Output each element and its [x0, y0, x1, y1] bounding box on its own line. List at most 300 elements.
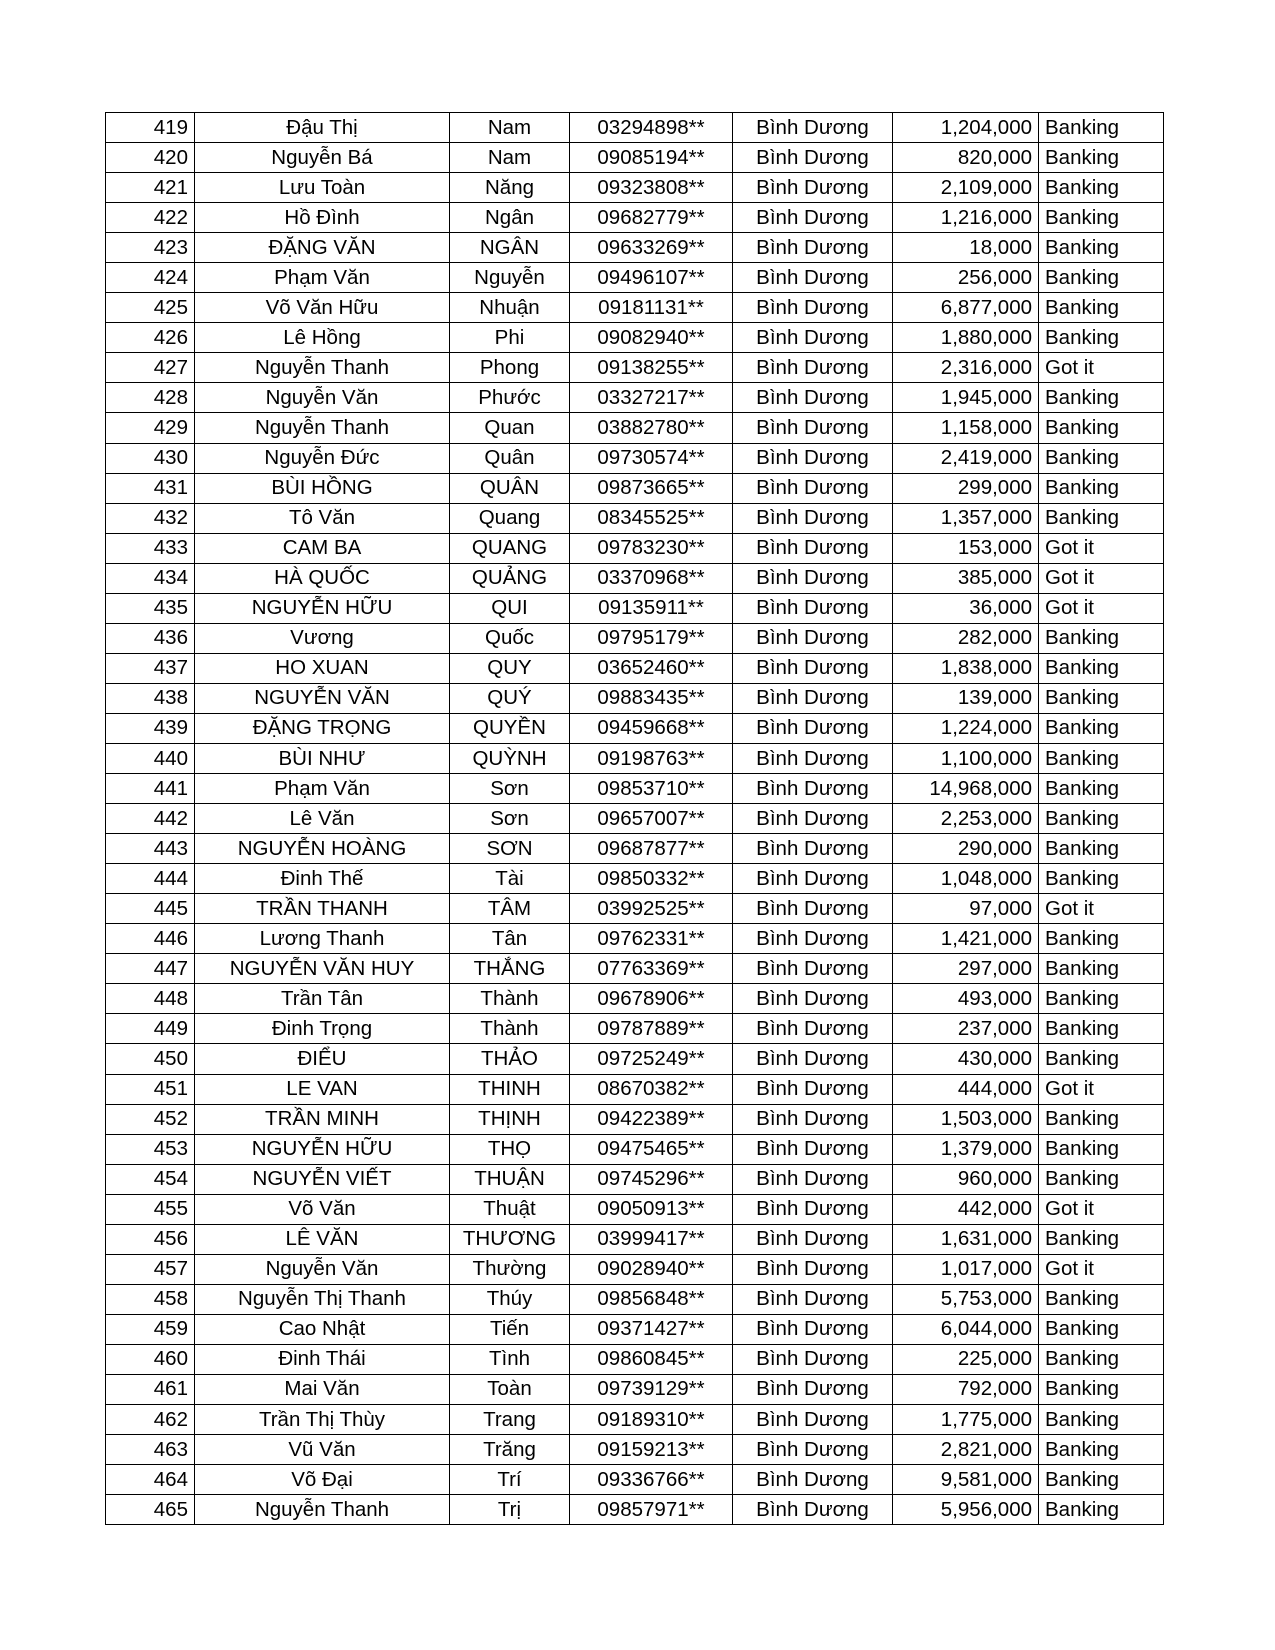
surname-cell: BÙI NHƯ [195, 743, 450, 773]
surname-cell: HÀ QUỐC [195, 563, 450, 593]
given-name-cell: QUỲNH [450, 743, 570, 773]
row-number: 444 [106, 864, 195, 894]
province-cell: Bình Dương [733, 954, 893, 984]
given-name-cell: QUÝ [450, 683, 570, 713]
table-row [106, 533, 1164, 563]
given-name-cell: Nhuận [450, 293, 570, 323]
phone-cell: 03370968** [570, 563, 733, 593]
payment-method-cell: Banking [1039, 413, 1164, 443]
phone-cell: 09687877** [570, 834, 733, 864]
province-cell: Bình Dương [733, 203, 893, 233]
payment-method-cell: Banking [1039, 1405, 1164, 1435]
payment-method-cell: Banking [1039, 1014, 1164, 1044]
given-name-cell: THẢO [450, 1044, 570, 1074]
phone-cell: 09459668** [570, 713, 733, 743]
surname-cell: NGUYỄN HỮU [195, 1134, 450, 1164]
province-cell: Bình Dương [733, 563, 893, 593]
surname-cell: ĐẶNG TRỌNG [195, 713, 450, 743]
payment-method-cell: Banking [1039, 443, 1164, 473]
table-row [106, 233, 1164, 263]
table-row [106, 1314, 1164, 1344]
province-cell: Bình Dương [733, 413, 893, 443]
given-name-cell: QUANG [450, 533, 570, 563]
table-row [106, 1014, 1164, 1044]
row-number: 423 [106, 233, 195, 263]
row-number: 448 [106, 984, 195, 1014]
phone-cell: 03992525** [570, 894, 733, 924]
province-cell: Bình Dương [733, 1344, 893, 1374]
given-name-cell: QUẢNG [450, 563, 570, 593]
table-row [106, 1374, 1164, 1404]
amount-cell: 18,000 [893, 233, 1039, 263]
table-row [106, 1435, 1164, 1465]
surname-cell: Lê Hồng [195, 323, 450, 353]
phone-cell: 07763369** [570, 954, 733, 984]
province-cell: Bình Dương [733, 533, 893, 563]
given-name-cell: Tình [450, 1344, 570, 1374]
payment-method-cell: Banking [1039, 293, 1164, 323]
surname-cell: Đậu Thị [195, 113, 450, 143]
amount-cell: 256,000 [893, 263, 1039, 293]
table-row [106, 1044, 1164, 1074]
amount-cell: 5,753,000 [893, 1284, 1039, 1314]
table-row [106, 113, 1164, 143]
payment-method-cell: Got it [1039, 593, 1164, 623]
table-row [106, 1074, 1164, 1104]
phone-cell: 09678906** [570, 984, 733, 1014]
amount-cell: 1,880,000 [893, 323, 1039, 353]
phone-cell: 03652460** [570, 653, 733, 683]
amount-cell: 385,000 [893, 563, 1039, 593]
row-number: 459 [106, 1314, 195, 1344]
given-name-cell: THỌ [450, 1134, 570, 1164]
surname-cell: Nguyễn Thanh [195, 353, 450, 383]
surname-cell: Đinh Thái [195, 1344, 450, 1374]
surname-cell: Lương Thanh [195, 924, 450, 954]
amount-cell: 1,216,000 [893, 203, 1039, 233]
amount-cell: 6,044,000 [893, 1314, 1039, 1344]
amount-cell: 290,000 [893, 834, 1039, 864]
row-number: 419 [106, 113, 195, 143]
payment-method-cell: Banking [1039, 173, 1164, 203]
payment-method-cell: Got it [1039, 1194, 1164, 1224]
given-name-cell: Tài [450, 864, 570, 894]
province-cell: Bình Dương [733, 1134, 893, 1164]
amount-cell: 1,631,000 [893, 1224, 1039, 1254]
payment-method-cell: Banking [1039, 653, 1164, 683]
row-number: 426 [106, 323, 195, 353]
surname-cell: Vương [195, 623, 450, 653]
row-number: 450 [106, 1044, 195, 1074]
amount-cell: 1,357,000 [893, 503, 1039, 533]
row-number: 440 [106, 743, 195, 773]
payment-method-cell: Banking [1039, 473, 1164, 503]
payment-method-cell: Got it [1039, 563, 1164, 593]
given-name-cell: Thành [450, 984, 570, 1014]
row-number: 436 [106, 623, 195, 653]
given-name-cell: Quân [450, 443, 570, 473]
payment-method-cell: Banking [1039, 1284, 1164, 1314]
amount-cell: 430,000 [893, 1044, 1039, 1074]
row-number: 421 [106, 173, 195, 203]
table-row [106, 743, 1164, 773]
payment-method-cell: Banking [1039, 143, 1164, 173]
given-name-cell: THẮNG [450, 954, 570, 984]
given-name-cell: Tân [450, 924, 570, 954]
province-cell: Bình Dương [733, 1074, 893, 1104]
province-cell: Bình Dương [733, 503, 893, 533]
row-number: 438 [106, 683, 195, 713]
row-number: 452 [106, 1104, 195, 1134]
surname-cell: TRẦN THANH [195, 894, 450, 924]
row-number: 442 [106, 804, 195, 834]
province-cell: Bình Dương [733, 443, 893, 473]
payment-method-cell: Banking [1039, 1164, 1164, 1194]
amount-cell: 1,158,000 [893, 413, 1039, 443]
given-name-cell: Nam [450, 113, 570, 143]
phone-cell: 09336766** [570, 1465, 733, 1495]
surname-cell: Lưu Toàn [195, 173, 450, 203]
given-name-cell: Toàn [450, 1374, 570, 1404]
payment-method-cell: Banking [1039, 383, 1164, 413]
given-name-cell: TÂM [450, 894, 570, 924]
province-cell: Bình Dương [733, 113, 893, 143]
amount-cell: 820,000 [893, 143, 1039, 173]
province-cell: Bình Dương [733, 1284, 893, 1314]
province-cell: Bình Dương [733, 383, 893, 413]
phone-cell: 03294898** [570, 113, 733, 143]
row-number: 464 [106, 1465, 195, 1495]
amount-cell: 792,000 [893, 1374, 1039, 1404]
province-cell: Bình Dương [733, 1164, 893, 1194]
phone-cell: 09856848** [570, 1284, 733, 1314]
payment-method-cell: Banking [1039, 743, 1164, 773]
province-cell: Bình Dương [733, 173, 893, 203]
surname-cell: NGUYỄN VĂN HUY [195, 954, 450, 984]
payment-method-cell: Banking [1039, 984, 1164, 1014]
phone-cell: 09860845** [570, 1344, 733, 1374]
payment-method-cell: Got it [1039, 533, 1164, 563]
table-row [106, 143, 1164, 173]
surname-cell: Nguyễn Thanh [195, 413, 450, 443]
table-row [106, 293, 1164, 323]
row-number: 429 [106, 413, 195, 443]
table-row [106, 383, 1164, 413]
table-row [106, 864, 1164, 894]
table-row [106, 1254, 1164, 1284]
payment-method-cell: Banking [1039, 503, 1164, 533]
given-name-cell: THUẬN [450, 1164, 570, 1194]
amount-cell: 1,204,000 [893, 113, 1039, 143]
payment-method-cell: Banking [1039, 1134, 1164, 1164]
phone-cell: 03999417** [570, 1224, 733, 1254]
province-cell: Bình Dương [733, 293, 893, 323]
payment-method-cell: Banking [1039, 954, 1164, 984]
amount-cell: 442,000 [893, 1194, 1039, 1224]
table-row [106, 1284, 1164, 1314]
province-cell: Bình Dương [733, 263, 893, 293]
surname-cell: Nguyễn Văn [195, 1254, 450, 1284]
province-cell: Bình Dương [733, 1495, 893, 1525]
surname-cell: Nguyễn Văn [195, 383, 450, 413]
province-cell: Bình Dương [733, 894, 893, 924]
phone-cell: 09730574** [570, 443, 733, 473]
surname-cell: Võ Văn Hữu [195, 293, 450, 323]
phone-cell: 08670382** [570, 1074, 733, 1104]
table-row [106, 1405, 1164, 1435]
table-row [106, 473, 1164, 503]
phone-cell: 09082940** [570, 323, 733, 353]
surname-cell: Trần Thị Thùy [195, 1405, 450, 1435]
table-row [106, 1194, 1164, 1224]
table-row [106, 413, 1164, 443]
amount-cell: 153,000 [893, 533, 1039, 563]
phone-cell: 09189310** [570, 1405, 733, 1435]
phone-cell: 09745296** [570, 1164, 733, 1194]
amount-cell: 237,000 [893, 1014, 1039, 1044]
given-name-cell: Sơn [450, 774, 570, 804]
table-row [106, 1465, 1164, 1495]
table-row [106, 503, 1164, 533]
surname-cell: NGUYỄN VĂN [195, 683, 450, 713]
phone-cell: 09323808** [570, 173, 733, 203]
province-cell: Bình Dương [733, 653, 893, 683]
province-cell: Bình Dương [733, 1044, 893, 1074]
payment-method-cell: Banking [1039, 683, 1164, 713]
table-row [106, 774, 1164, 804]
given-name-cell: THINH [450, 1074, 570, 1104]
payment-method-cell: Got it [1039, 1074, 1164, 1104]
province-cell: Bình Dương [733, 683, 893, 713]
phone-cell: 09783230** [570, 533, 733, 563]
surname-cell: NGUYỄN HOÀNG [195, 834, 450, 864]
province-cell: Bình Dương [733, 1465, 893, 1495]
province-cell: Bình Dương [733, 984, 893, 1014]
table-row [106, 203, 1164, 233]
surname-cell: NGUYỄN VIẾT [195, 1164, 450, 1194]
payment-method-cell: Banking [1039, 1104, 1164, 1134]
surname-cell: LE VAN [195, 1074, 450, 1104]
table-row [106, 1104, 1164, 1134]
surname-cell: Võ Đại [195, 1465, 450, 1495]
province-cell: Bình Dương [733, 804, 893, 834]
amount-cell: 97,000 [893, 894, 1039, 924]
phone-cell: 09371427** [570, 1314, 733, 1344]
province-cell: Bình Dương [733, 774, 893, 804]
amount-cell: 139,000 [893, 683, 1039, 713]
surname-cell: Trần Tân [195, 984, 450, 1014]
table-row [106, 894, 1164, 924]
province-cell: Bình Dương [733, 143, 893, 173]
province-cell: Bình Dương [733, 353, 893, 383]
given-name-cell: Trí [450, 1465, 570, 1495]
surname-cell: Nguyễn Thị Thanh [195, 1284, 450, 1314]
row-number: 462 [106, 1405, 195, 1435]
given-name-cell: Trị [450, 1495, 570, 1525]
given-name-cell: QUYỀN [450, 713, 570, 743]
phone-cell: 09475465** [570, 1134, 733, 1164]
given-name-cell: Nam [450, 143, 570, 173]
amount-cell: 6,877,000 [893, 293, 1039, 323]
phone-cell: 09883435** [570, 683, 733, 713]
phone-cell: 08345525** [570, 503, 733, 533]
row-number: 460 [106, 1344, 195, 1374]
surname-cell: Hồ Đình [195, 203, 450, 233]
row-number: 461 [106, 1374, 195, 1404]
phone-cell: 09787889** [570, 1014, 733, 1044]
table-row [106, 353, 1164, 383]
province-cell: Bình Dương [733, 1104, 893, 1134]
phone-cell: 09739129** [570, 1374, 733, 1404]
row-number: 437 [106, 653, 195, 683]
given-name-cell: Phong [450, 353, 570, 383]
surname-cell: Phạm Văn [195, 263, 450, 293]
table-row [106, 1134, 1164, 1164]
phone-cell: 09657007** [570, 804, 733, 834]
row-number: 425 [106, 293, 195, 323]
phone-cell: 09496107** [570, 263, 733, 293]
given-name-cell: Tiến [450, 1314, 570, 1344]
phone-cell: 09422389** [570, 1104, 733, 1134]
surname-cell: Tô Văn [195, 503, 450, 533]
province-cell: Bình Dương [733, 323, 893, 353]
province-cell: Bình Dương [733, 1374, 893, 1404]
phone-cell: 09873665** [570, 473, 733, 503]
province-cell: Bình Dương [733, 1014, 893, 1044]
row-number: 465 [106, 1495, 195, 1525]
row-number: 435 [106, 593, 195, 623]
surname-cell: Vũ Văn [195, 1435, 450, 1465]
phone-cell: 09725249** [570, 1044, 733, 1074]
province-cell: Bình Dương [733, 233, 893, 263]
table-row [106, 683, 1164, 713]
amount-cell: 1,503,000 [893, 1104, 1039, 1134]
payment-method-cell: Banking [1039, 1344, 1164, 1374]
payment-table-body [106, 113, 1164, 1525]
given-name-cell: Trang [450, 1405, 570, 1435]
row-number: 424 [106, 263, 195, 293]
province-cell: Bình Dương [733, 1405, 893, 1435]
amount-cell: 2,821,000 [893, 1435, 1039, 1465]
table-row [106, 653, 1164, 683]
given-name-cell: Phước [450, 383, 570, 413]
province-cell: Bình Dương [733, 473, 893, 503]
amount-cell: 1,945,000 [893, 383, 1039, 413]
phone-cell: 09159213** [570, 1435, 733, 1465]
given-name-cell: QUÂN [450, 473, 570, 503]
given-name-cell: Thúy [450, 1284, 570, 1314]
surname-cell: CAM BA [195, 533, 450, 563]
given-name-cell: Trăng [450, 1435, 570, 1465]
surname-cell: Nguyễn Đức [195, 443, 450, 473]
row-number: 454 [106, 1164, 195, 1194]
row-number: 445 [106, 894, 195, 924]
surname-cell: LÊ VĂN [195, 1224, 450, 1254]
payment-method-cell: Got it [1039, 894, 1164, 924]
surname-cell: NGUYỄN HỮU [195, 593, 450, 623]
table-row [106, 263, 1164, 293]
row-number: 434 [106, 563, 195, 593]
amount-cell: 5,956,000 [893, 1495, 1039, 1525]
surname-cell: Võ Văn [195, 1194, 450, 1224]
row-number: 439 [106, 713, 195, 743]
given-name-cell: QUI [450, 593, 570, 623]
given-name-cell: SƠN [450, 834, 570, 864]
amount-cell: 299,000 [893, 473, 1039, 503]
surname-cell: TRẦN MINH [195, 1104, 450, 1134]
phone-cell: 09138255** [570, 353, 733, 383]
province-cell: Bình Dương [733, 623, 893, 653]
table-row [106, 713, 1164, 743]
province-cell: Bình Dương [733, 864, 893, 894]
table-row [106, 593, 1164, 623]
given-name-cell: Quốc [450, 623, 570, 653]
amount-cell: 1,100,000 [893, 743, 1039, 773]
row-number: 453 [106, 1134, 195, 1164]
surname-cell: Lê Văn [195, 804, 450, 834]
province-cell: Bình Dương [733, 1435, 893, 1465]
amount-cell: 1,421,000 [893, 924, 1039, 954]
table-row [106, 984, 1164, 1014]
amount-cell: 2,419,000 [893, 443, 1039, 473]
given-name-cell: Thành [450, 1014, 570, 1044]
given-name-cell: THƯƠNG [450, 1224, 570, 1254]
row-number: 458 [106, 1284, 195, 1314]
amount-cell: 493,000 [893, 984, 1039, 1014]
payment-method-cell: Banking [1039, 113, 1164, 143]
payment-method-cell: Banking [1039, 323, 1164, 353]
payment-method-cell: Banking [1039, 233, 1164, 263]
province-cell: Bình Dương [733, 743, 893, 773]
given-name-cell: Nguyễn [450, 263, 570, 293]
phone-cell: 09850332** [570, 864, 733, 894]
phone-cell: 09198763** [570, 743, 733, 773]
payment-table [105, 112, 1164, 1525]
amount-cell: 1,048,000 [893, 864, 1039, 894]
surname-cell: Cao Nhật [195, 1314, 450, 1344]
table-row [106, 1164, 1164, 1194]
amount-cell: 1,224,000 [893, 713, 1039, 743]
given-name-cell: Quang [450, 503, 570, 533]
row-number: 441 [106, 774, 195, 804]
surname-cell: ĐẶNG VĂN [195, 233, 450, 263]
surname-cell: Đinh Trọng [195, 1014, 450, 1044]
table-row [106, 804, 1164, 834]
payment-method-cell: Banking [1039, 864, 1164, 894]
phone-cell: 09795179** [570, 623, 733, 653]
surname-cell: HO XUAN [195, 653, 450, 683]
payment-method-cell: Got it [1039, 353, 1164, 383]
surname-cell: Đinh Thế [195, 864, 450, 894]
row-number: 455 [106, 1194, 195, 1224]
row-number: 433 [106, 533, 195, 563]
phone-cell: 09682779** [570, 203, 733, 233]
province-cell: Bình Dương [733, 924, 893, 954]
surname-cell: Mai Văn [195, 1374, 450, 1404]
amount-cell: 225,000 [893, 1344, 1039, 1374]
table-row [106, 173, 1164, 203]
given-name-cell: Thuật [450, 1194, 570, 1224]
given-name-cell: Sơn [450, 804, 570, 834]
table-row [106, 323, 1164, 353]
given-name-cell: NGÂN [450, 233, 570, 263]
phone-cell: 03882780** [570, 413, 733, 443]
amount-cell: 36,000 [893, 593, 1039, 623]
table-row [106, 1224, 1164, 1254]
table-row [106, 563, 1164, 593]
row-number: 447 [106, 954, 195, 984]
payment-method-cell: Banking [1039, 1495, 1164, 1525]
